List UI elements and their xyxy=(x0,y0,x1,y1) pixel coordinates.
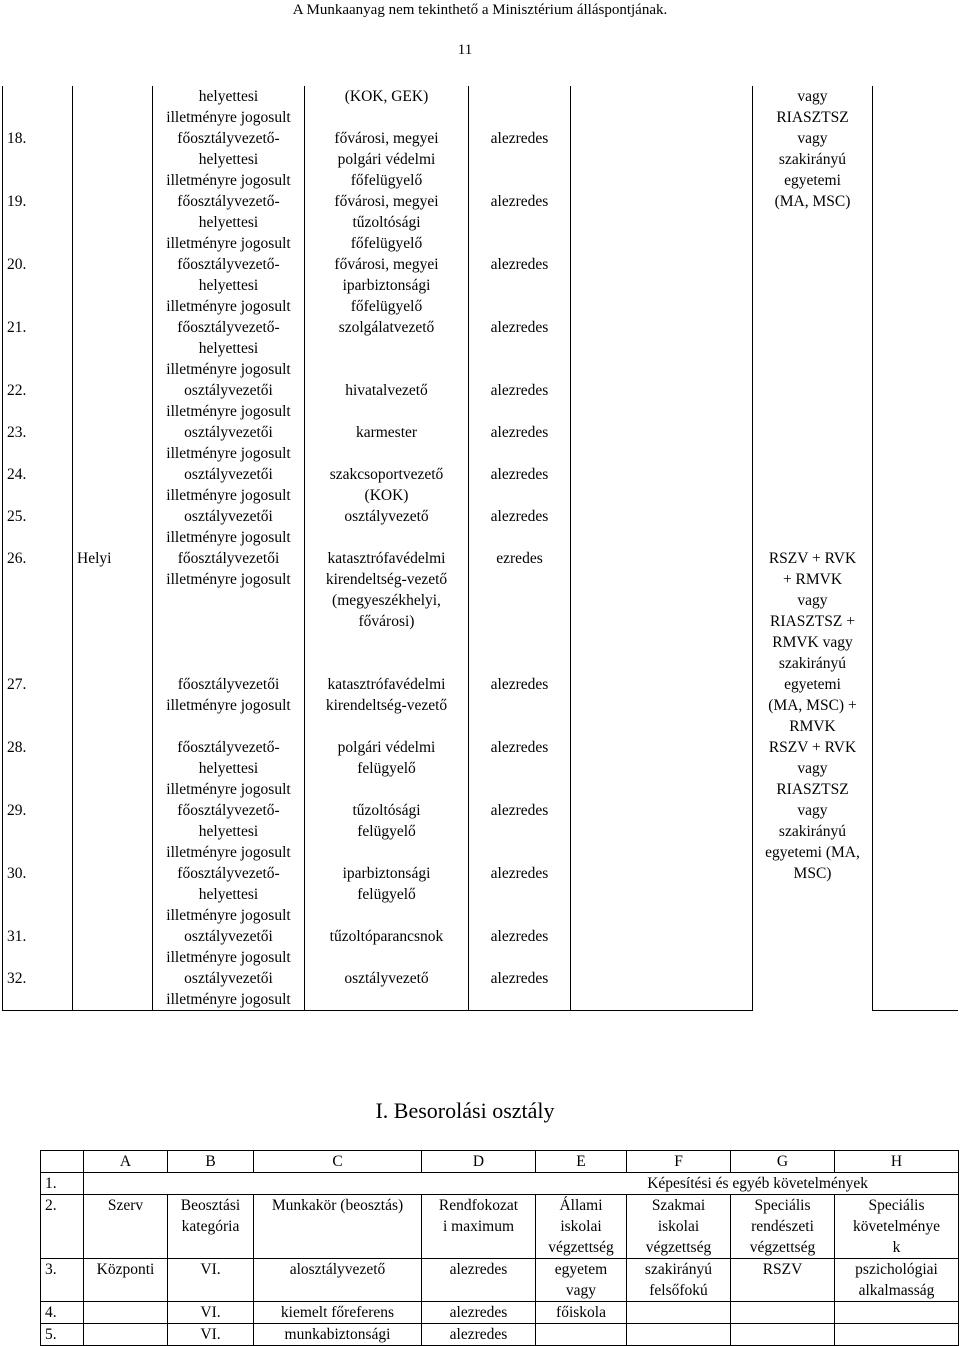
row-number: 31. xyxy=(3,926,73,968)
row-number: 19. xyxy=(3,191,73,254)
row-col-f xyxy=(571,548,753,674)
classification-table xyxy=(40,1150,959,1346)
row-rank: alezredes xyxy=(469,317,571,380)
row-col-f xyxy=(571,968,753,1011)
row-col-h xyxy=(873,86,958,128)
table-cell: alezredes xyxy=(422,1302,536,1324)
row-scope xyxy=(73,674,153,737)
row-number: 24. xyxy=(3,464,73,506)
row-rank: alezredes xyxy=(469,380,571,422)
row-number: 2. xyxy=(41,1195,84,1259)
table-cell: VI. xyxy=(168,1259,254,1302)
table-cell xyxy=(731,1324,835,1346)
row-number: 23. xyxy=(3,422,73,464)
row-category: főosztályvezetői illetményre jogosult xyxy=(153,548,305,674)
row-job: fővárosi, megyei tűzoltósági főfelügyelő xyxy=(305,191,469,254)
table-cell: RSZV xyxy=(731,1259,835,1302)
row-number: 28. xyxy=(3,737,73,800)
row-job: szakcsoportvezető (KOK) xyxy=(305,464,469,506)
row-col-h xyxy=(873,737,958,800)
row-rank: ezredes xyxy=(469,548,571,674)
row-col-h xyxy=(873,548,958,674)
row-col-h xyxy=(873,863,958,926)
section-title: I. Besorolási osztály xyxy=(375,1098,555,1123)
table-row xyxy=(41,1259,959,1302)
table-cell: Állami iskolai végzettség xyxy=(536,1195,627,1259)
table-cell xyxy=(84,1324,168,1346)
table-row xyxy=(41,1173,959,1195)
row-number: 22. xyxy=(3,380,73,422)
row-number xyxy=(3,86,73,128)
column-letter-blank xyxy=(41,1151,84,1173)
row-col-f xyxy=(571,674,753,737)
column-letter: E xyxy=(536,1151,627,1173)
row-scope xyxy=(73,254,153,317)
row-category: főosztályvezető- helyettesi illetményre jogosult xyxy=(153,128,305,191)
row-job: hivatalvezető xyxy=(305,380,469,422)
column-letter: B xyxy=(168,1151,254,1173)
row-col-h xyxy=(873,254,958,317)
table-cell: Szakmai iskolai végzettség xyxy=(627,1195,731,1259)
row-number: 30. xyxy=(3,863,73,926)
row-col-f xyxy=(571,422,753,464)
row-col-h xyxy=(873,128,958,191)
table-cell: Munkakör (beosztás) xyxy=(254,1195,422,1259)
row-job: katasztrófavédelmi kirendeltség-vezető (megyeszékhelyi, fővárosi) xyxy=(305,548,469,674)
row-col-f xyxy=(571,86,753,128)
page-number: 11 xyxy=(457,42,473,58)
row-number: 21. xyxy=(3,317,73,380)
row-number: 25. xyxy=(3,506,73,548)
row-number: 18. xyxy=(3,128,73,191)
row-scope xyxy=(73,506,153,548)
row-number: 3. xyxy=(41,1259,84,1302)
row-col-h xyxy=(873,968,958,1011)
row-category: osztályvezetői illetményre jogosult xyxy=(153,506,305,548)
row-category: főosztályvezető- helyettesi illetményre jogosult xyxy=(153,800,305,863)
row-number: 29. xyxy=(3,800,73,863)
row-scope xyxy=(73,191,153,254)
table-cell: Központi xyxy=(84,1259,168,1302)
row-rank: alezredes xyxy=(469,674,571,737)
row-number: 4. xyxy=(41,1302,84,1324)
table-cell: alosztályvezető xyxy=(254,1259,422,1302)
row-col-f xyxy=(571,128,753,191)
row-col-f xyxy=(571,926,753,968)
row-col-f xyxy=(571,506,753,548)
row-col-h xyxy=(873,800,958,863)
row-col-h xyxy=(873,674,958,737)
row-job: tűzoltósági felügyelő xyxy=(305,800,469,863)
row-special: RSZV + RVK vagy RIASZTSZ vagy szakirányú egyetemi (MA, MSC) xyxy=(753,737,873,1011)
page-header: A Munkaanyag nem tekinthető a Minisztérium álláspontjának. xyxy=(292,2,668,18)
table-row xyxy=(41,1195,959,1259)
row-scope xyxy=(73,968,153,1011)
row-scope xyxy=(73,737,153,800)
table-cell: kiemelt főreferens xyxy=(254,1302,422,1324)
table-cell: munkabiztonsági xyxy=(254,1324,422,1346)
row-col-f xyxy=(571,863,753,926)
column-letter: C xyxy=(254,1151,422,1173)
row-special: vagy RIASZTSZ vagy szakirányú egyetemi (MA, MSC) xyxy=(753,86,873,548)
row-number: 20. xyxy=(3,254,73,317)
column-letter: H xyxy=(835,1151,959,1173)
row-number: 27. xyxy=(3,674,73,737)
row-col-h xyxy=(873,317,958,380)
table-cell: alezredes xyxy=(422,1324,536,1346)
row-job: osztályvezető xyxy=(305,506,469,548)
row-number: 32. xyxy=(3,968,73,1011)
row-rank: alezredes xyxy=(469,191,571,254)
row-col-f xyxy=(571,380,753,422)
table-cell: pszichológiai alkalmasság xyxy=(835,1259,959,1302)
row-col-f xyxy=(571,800,753,863)
row-rank: alezredes xyxy=(469,863,571,926)
table-cell: Rendfokozat i maximum xyxy=(422,1195,536,1259)
row-col-h xyxy=(873,464,958,506)
table-row xyxy=(3,86,958,128)
table-cell xyxy=(536,1324,627,1346)
column-letter: A xyxy=(84,1151,168,1173)
row-category: helyettesi illetményre jogosult xyxy=(153,86,305,128)
table-row xyxy=(41,1324,959,1346)
row-rank: alezredes xyxy=(469,254,571,317)
row-col-h xyxy=(873,422,958,464)
table-cell xyxy=(835,1302,959,1324)
table-cell: szakirányú felsőfokú xyxy=(627,1259,731,1302)
column-letter: G xyxy=(731,1151,835,1173)
row-special: RSZV + RVK + RMVK vagy RIASZTSZ + RMVK vagy szakirányú egyetemi (MA, MSC) + RMVK xyxy=(753,548,873,737)
personnel-table xyxy=(2,86,958,1011)
table-cell: alezredes xyxy=(422,1259,536,1302)
row-scope xyxy=(73,926,153,968)
table-cell: Speciális rendészeti végzettség xyxy=(731,1195,835,1259)
row-rank: alezredes xyxy=(469,128,571,191)
row-category: osztályvezetői illetményre jogosult xyxy=(153,968,305,1011)
row-scope xyxy=(73,86,153,128)
column-letter: F xyxy=(627,1151,731,1173)
row-merged-heading: Képesítési és egyéb követelmények xyxy=(84,1173,959,1195)
table-row xyxy=(41,1302,959,1324)
table-row xyxy=(3,737,958,800)
row-rank: alezredes xyxy=(469,926,571,968)
row-job: polgári védelmi felügyelő xyxy=(305,737,469,800)
row-category: főosztályvezető- helyettesi illetményre jogosult xyxy=(153,863,305,926)
row-category: osztályvezetői illetményre jogosult xyxy=(153,464,305,506)
table-cell xyxy=(627,1302,731,1324)
row-category: osztályvezetői illetményre jogosult xyxy=(153,422,305,464)
row-rank: alezredes xyxy=(469,968,571,1011)
row-col-h xyxy=(873,380,958,422)
column-letter: D xyxy=(422,1151,536,1173)
row-job: (KOK, GEK) xyxy=(305,86,469,128)
row-job: szolgálatvezető xyxy=(305,317,469,380)
row-rank: alezredes xyxy=(469,506,571,548)
row-col-h xyxy=(873,506,958,548)
table-cell xyxy=(627,1324,731,1346)
row-category: főosztályvezetői illetményre jogosult xyxy=(153,674,305,737)
row-job: katasztrófavédelmi kirendeltség-vezető xyxy=(305,674,469,737)
row-number: 1. xyxy=(41,1173,84,1195)
row-col-f xyxy=(571,737,753,800)
row-category: főosztályvezető- helyettesi illetményre jogosult xyxy=(153,191,305,254)
row-job: osztályvezető xyxy=(305,968,469,1011)
row-scope: Helyi xyxy=(73,548,153,674)
row-category: főosztályvezető- helyettesi illetményre jogosult xyxy=(153,254,305,317)
table-cell xyxy=(84,1302,168,1324)
table-cell xyxy=(731,1302,835,1324)
row-scope xyxy=(73,422,153,464)
row-job: karmester xyxy=(305,422,469,464)
table-cell: Speciális követelménye k xyxy=(835,1195,959,1259)
row-scope xyxy=(73,464,153,506)
row-col-h xyxy=(873,926,958,968)
table-cell: Szerv xyxy=(84,1195,168,1259)
row-col-f xyxy=(571,464,753,506)
row-col-f xyxy=(571,254,753,317)
row-job: iparbiztonsági felügyelő xyxy=(305,863,469,926)
row-col-h xyxy=(873,191,958,254)
table-cell xyxy=(835,1324,959,1346)
row-scope xyxy=(73,380,153,422)
row-job: fővárosi, megyei iparbiztonsági főfelügyelő xyxy=(305,254,469,317)
row-scope xyxy=(73,317,153,380)
row-scope xyxy=(73,800,153,863)
row-job: fővárosi, megyei polgári védelmi főfelügyelő xyxy=(305,128,469,191)
row-number: 26. xyxy=(3,548,73,674)
table-cell: VI. xyxy=(168,1324,254,1346)
row-scope xyxy=(73,128,153,191)
row-job: tűzoltóparancsnok xyxy=(305,926,469,968)
row-scope xyxy=(73,863,153,926)
row-category: osztályvezetői illetményre jogosult xyxy=(153,926,305,968)
table-cell: Beosztási kategória xyxy=(168,1195,254,1259)
row-rank: alezredes xyxy=(469,422,571,464)
row-category: főosztályvezető- helyettesi illetményre jogosult xyxy=(153,317,305,380)
row-category: főosztályvezető- helyettesi illetményre jogosult xyxy=(153,737,305,800)
table-cell: VI. xyxy=(168,1302,254,1324)
row-number: 5. xyxy=(41,1324,84,1346)
row-col-f xyxy=(571,317,753,380)
table-cell: főiskola xyxy=(536,1302,627,1324)
row-rank: alezredes xyxy=(469,800,571,863)
row-rank: alezredes xyxy=(469,464,571,506)
row-category: osztályvezetői illetményre jogosult xyxy=(153,380,305,422)
table-row xyxy=(3,548,958,674)
row-rank xyxy=(469,86,571,128)
table-cell: egyetem vagy xyxy=(536,1259,627,1302)
column-letter-row xyxy=(41,1151,959,1173)
row-rank: alezredes xyxy=(469,737,571,800)
row-col-f xyxy=(571,191,753,254)
